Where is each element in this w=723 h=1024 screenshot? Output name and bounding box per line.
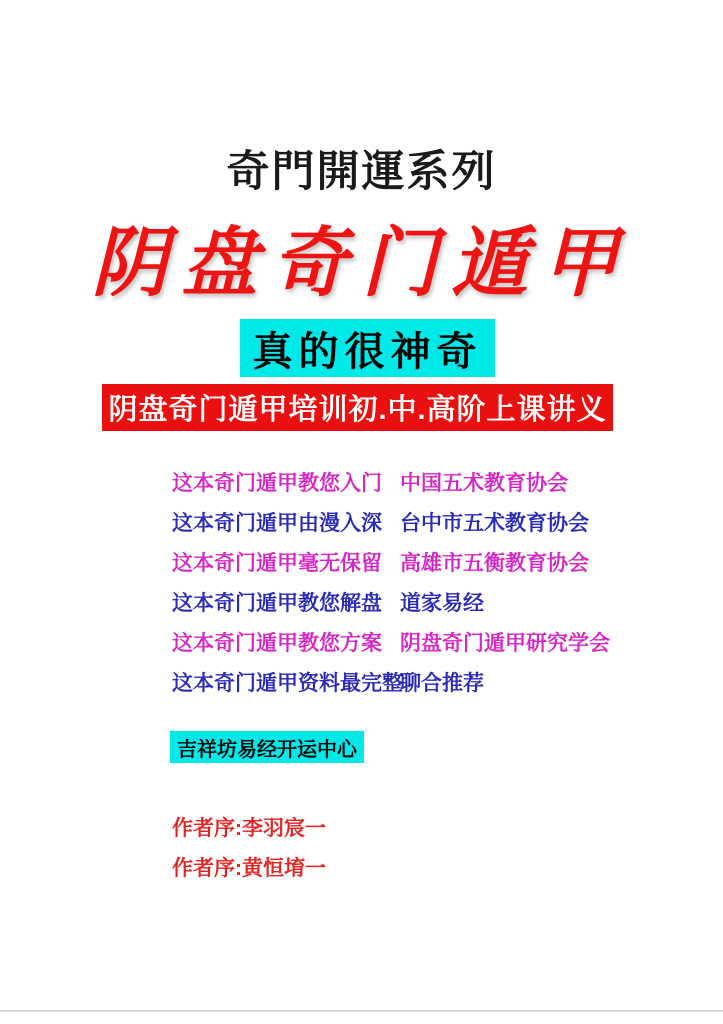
list-row <box>172 622 632 662</box>
endorsement-item: 道家易经 <box>400 592 484 615</box>
author-preface-2: 作者序:黄恒堉一 <box>172 857 326 880</box>
list-row <box>172 582 632 622</box>
feature-item: 这本奇门遁甲毫无保留 <box>172 552 382 575</box>
endorsement-item: 阴盘奇门遁甲研究学会 <box>400 632 610 655</box>
endorsement-item: 高雄市五衡教育协会 <box>400 552 589 575</box>
author-preface-1: 作者序:李羽宸一 <box>172 817 326 840</box>
center-name-text: 吉祥坊易经开运中心 <box>177 738 357 761</box>
center-name-highlight-box <box>170 731 364 763</box>
series-title: 奇門開運系列 <box>226 148 497 196</box>
feature-endorsement-list <box>172 462 632 702</box>
tagline-highlight-box <box>240 319 495 377</box>
endorsement-item: 聊合推荐 <box>400 672 484 695</box>
course-banner-text: 阴盘奇门遁甲培训初.中.高阶上课讲义 <box>108 394 607 426</box>
endorsement-item: 中国五术教育协会 <box>400 472 568 495</box>
course-banner <box>102 384 613 431</box>
feature-item: 这本奇门遁甲教您解盘 <box>172 592 382 615</box>
feature-item: 这本奇门遁甲教您方案 <box>172 632 382 655</box>
list-row <box>172 502 632 542</box>
tagline-text: 真的很神奇 <box>252 329 483 374</box>
feature-item: 这本奇门遁甲资料最完整 <box>172 672 403 695</box>
endorsement-item: 台中市五术教育协会 <box>400 512 589 535</box>
page-bottom-edge <box>0 1010 723 1012</box>
feature-item: 这本奇门遁甲教您入门 <box>172 472 382 495</box>
list-row <box>172 662 632 702</box>
list-row <box>172 542 632 582</box>
main-title: 阴盘奇门遁甲 <box>91 221 632 306</box>
feature-item: 这本奇门遁甲由漫入深 <box>172 512 382 535</box>
list-row <box>172 462 632 502</box>
